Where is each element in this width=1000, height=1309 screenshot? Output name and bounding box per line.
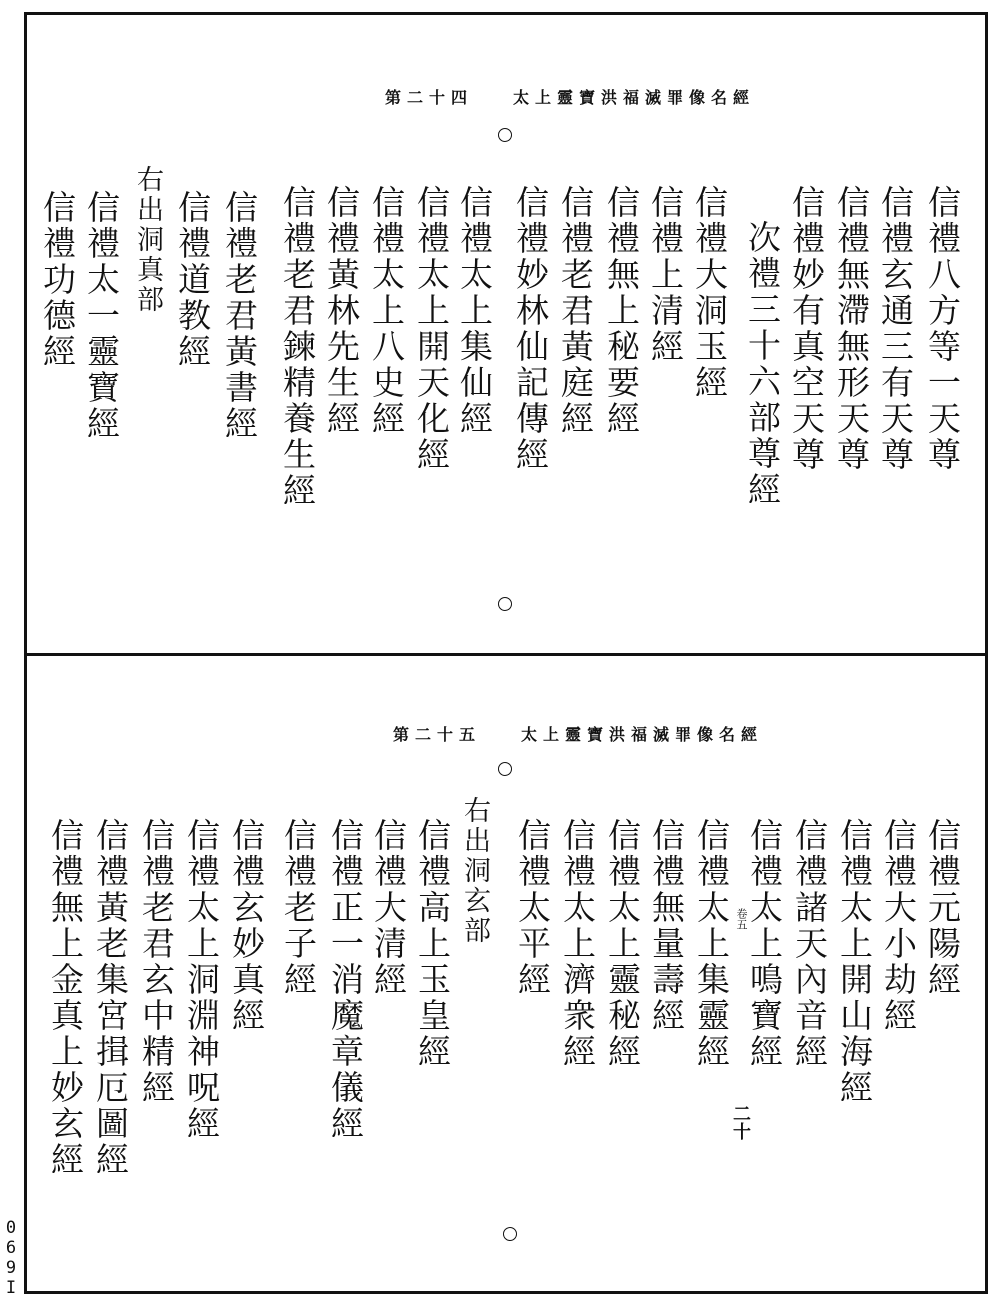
- text-column: 信禮老君玄中精經: [137, 818, 176, 1106]
- text-column: 信禮黃老集宮揖厄圖經: [91, 818, 130, 1178]
- text-column: 信禮老君黃庭經: [556, 185, 595, 437]
- small-note: 卷五: [735, 908, 748, 930]
- text-column: 信禮無上金真上妙玄經: [46, 818, 85, 1178]
- text-column: 信禮太上八史經: [367, 185, 406, 437]
- text-column: 信禮道教經: [173, 190, 212, 370]
- bottom-header-title: 太上靈寶洪福滅罪像名經: [521, 725, 764, 744]
- text-column: 信禮妙有真空天尊: [787, 185, 826, 473]
- binding-hole-top-upper: [498, 128, 512, 142]
- top-header: [385, 85, 755, 108]
- text-column: 信禮無量壽經: [647, 818, 686, 1034]
- text-column: 信禮太上開山海經: [835, 818, 874, 1106]
- text-column: 信禮妙林仙記傳經: [511, 185, 550, 473]
- top-page-panel: [27, 15, 985, 653]
- text-column: 信禮玄妙真經: [227, 818, 266, 1034]
- text-column: 信禮太上集仙經: [455, 185, 494, 437]
- bottom-header: [393, 722, 763, 745]
- text-column: 信禮黃林先生經: [322, 185, 361, 437]
- text-column: 信禮諸天內音經: [790, 818, 829, 1070]
- text-column: 信禮八方等一天尊: [923, 185, 962, 473]
- text-column: 信禮大洞玉經: [690, 185, 729, 401]
- text-column: 信禮大小劫經: [879, 818, 918, 1034]
- binding-hole-bottom-lower: [503, 1227, 517, 1241]
- text-column: 信禮大清經: [369, 818, 408, 998]
- text-column: 信禮太上開天化經: [412, 185, 451, 473]
- text-column: 信禮太上濟衆經: [558, 818, 597, 1070]
- binding-hole-top-lower: [498, 597, 512, 611]
- text-column: 信禮無上秘要經: [602, 185, 641, 437]
- section-note: 右出洞玄部: [459, 796, 490, 946]
- text-column: 信禮高上玉皇經: [413, 818, 452, 1070]
- text-column: 信禮元陽經: [923, 818, 962, 998]
- text-column: 信禮老君黃書經: [220, 190, 259, 442]
- text-column: 信禮老君鍊精養生經: [278, 185, 317, 509]
- text-column: 信禮太一靈寶經: [82, 190, 121, 442]
- text-column: 信禮太上鳴寶經: [745, 818, 784, 1070]
- section-note: 右出洞真部: [132, 165, 163, 315]
- text-column: 信禮上清經: [646, 185, 685, 365]
- text-column: 信禮太上洞淵神呪經: [182, 818, 221, 1142]
- text-column: 信禮太上靈秘經: [603, 818, 642, 1070]
- text-column: 信禮老子經: [279, 818, 318, 998]
- text-column: 信禮玄通三有天尊: [876, 185, 915, 473]
- text-column: 信禮正一消魔章儀經: [326, 818, 365, 1142]
- side-catalog-number: 0 6 9 I: [5, 1218, 17, 1298]
- page-number: 二十: [730, 1104, 751, 1140]
- bottom-header-volume: 第二十五: [393, 725, 482, 744]
- binding-hole-bottom-upper: [498, 762, 512, 776]
- bottom-page-panel: [27, 656, 985, 1291]
- text-column: 信禮太平經: [513, 818, 552, 998]
- text-column: 信禮功德經: [38, 190, 77, 370]
- top-header-volume: 第二十四: [385, 88, 474, 107]
- text-column: 信禮無滯無形天尊: [832, 185, 871, 473]
- text-column: 次禮三十六部尊經: [743, 220, 782, 508]
- text-column: 信禮太上集靈經: [692, 818, 731, 1070]
- top-header-title: 太上靈寶洪福滅罪像名經: [513, 88, 756, 107]
